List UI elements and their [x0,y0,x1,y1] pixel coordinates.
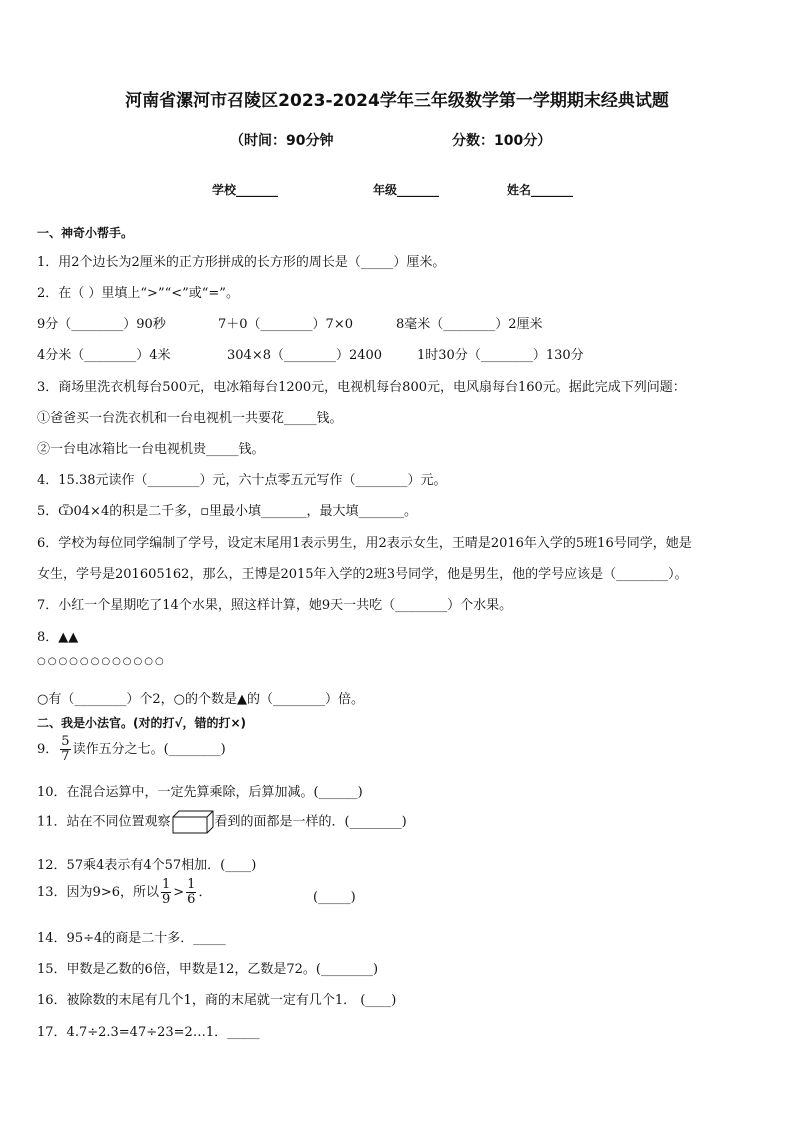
fraction-numerator: 1 [161,877,171,892]
question-6-line-1: 6．学校为每位同学编制了学号，设定末尾用1表示男生，用2表示女生，王晴是2016年入学的5班16号同学，她是 [37,536,692,551]
question-11-suffix: 看到的面都是一样的．(________) [214,814,407,830]
question-11-prefix: 11．站在不同位置观察 [37,814,171,830]
question-3-part-2: ②一台电冰箱比一台电视机贵_____钱。 [37,442,265,457]
greater-than-sign: > [173,885,185,900]
question-10: 10．在混合运算中，一定先算乘除，后算加减。(______) [37,785,363,800]
score-label: 分数：100分） [452,133,552,149]
question-2-item: 9分（________）90秒 [37,317,166,332]
question-16: 16．被除数的末尾有几个1，商的末尾就一定有几个1． (____) [37,993,397,1008]
question-2-item: 4分米（________）4米 [37,348,171,363]
question-13-blank: (_____) [313,890,356,905]
question-9-prefix: 9． [37,742,59,757]
question-8-triangles: 8．▲▲ [37,630,79,645]
question-8-circles: ○○○○○○○○○○○○ [37,656,166,667]
school-field: 学校_______ [212,183,279,197]
question-8: ○有（________）个2，○的个数是▲的（________）倍。 [37,692,364,707]
question-5: 5．Ѿ04×4的积是二千多，▫里最小填_______，最大填_______。 [37,504,418,519]
grade-field: 年级_______ [373,183,440,197]
question-3-part-1: ①爸爸买一台洗衣机和一台电视机一共要花_____钱。 [37,411,343,426]
fraction-denominator: 6 [187,892,196,907]
section-2-heading: 二、我是小法官。(对的打√，错的打×) [37,716,247,730]
question-2-item: 8毫米（________）2厘米 [396,317,543,332]
exam-title: 河南省漯河市召陵区2023-2024学年三年级数学第一学期期末经典试题 [125,91,669,111]
question-11 [37,810,407,834]
fraction-denominator: 9 [161,892,171,907]
fraction-numerator: 5 [61,734,70,749]
fraction-1-9 [161,878,171,907]
cuboid-icon [172,810,214,834]
question-13 [37,878,211,907]
time-label: （时间：90分钟 [230,133,334,149]
question-9-text: 读作五分之七。(________) [72,742,226,757]
question-2-item: 1时30分（________）130分 [417,348,584,363]
question-14: 14．95÷4的商是二十多．_____ [37,931,226,946]
question-6-line-2: 女生，学号是201605162，那么，王博是2015年入学的2班3号同学，他是男生，他的学号应该是（________）。 [37,567,688,582]
fraction-5-7 [60,735,70,764]
question-13-end: ． [198,885,212,900]
question-12: 12．57乘4表示有4个57相加．(____) [37,858,257,873]
question-2-item: 304×8（________）2400 [227,348,383,363]
section-1-heading: 一、神奇小帮手。 [37,226,134,240]
question-15: 15．甲数是乙数的6倍，甲数是12，乙数是72。(________) [37,962,379,977]
question-7: 7．小红一个星期吃了14个水果，照这样计算，她9天一共吃（________）个水果。 [37,598,513,613]
question-3-stem: 3．商场里洗衣机每台500元，电冰箱每台1200元，电视机每台800元，电风扇每台160元。据此完成下列问题： [37,380,686,395]
fraction-numerator: 1 [187,877,196,892]
fraction-1-6 [186,878,196,907]
question-13-prefix: 13．因为9>6，所以 [37,885,159,900]
fraction-denominator: 7 [61,749,70,764]
question-17: 17．4.7÷2.3=47÷23=2…1．_____ [37,1025,260,1040]
question-4: 4．15.38元读作（________）元，六十点零五元写作（________）元。 [37,473,447,488]
question-2-stem: 2．在（ ）里填上“>”“<”或“=”。 [37,286,239,301]
name-field: 姓名_______ [507,183,574,197]
question-2-item: 7＋0（________）7×0 [218,317,353,332]
question-1: 1．用2个边长为2厘米的正方形拼成的长方形的周长是（_____）厘米。 [37,255,446,270]
question-9 [37,735,226,764]
